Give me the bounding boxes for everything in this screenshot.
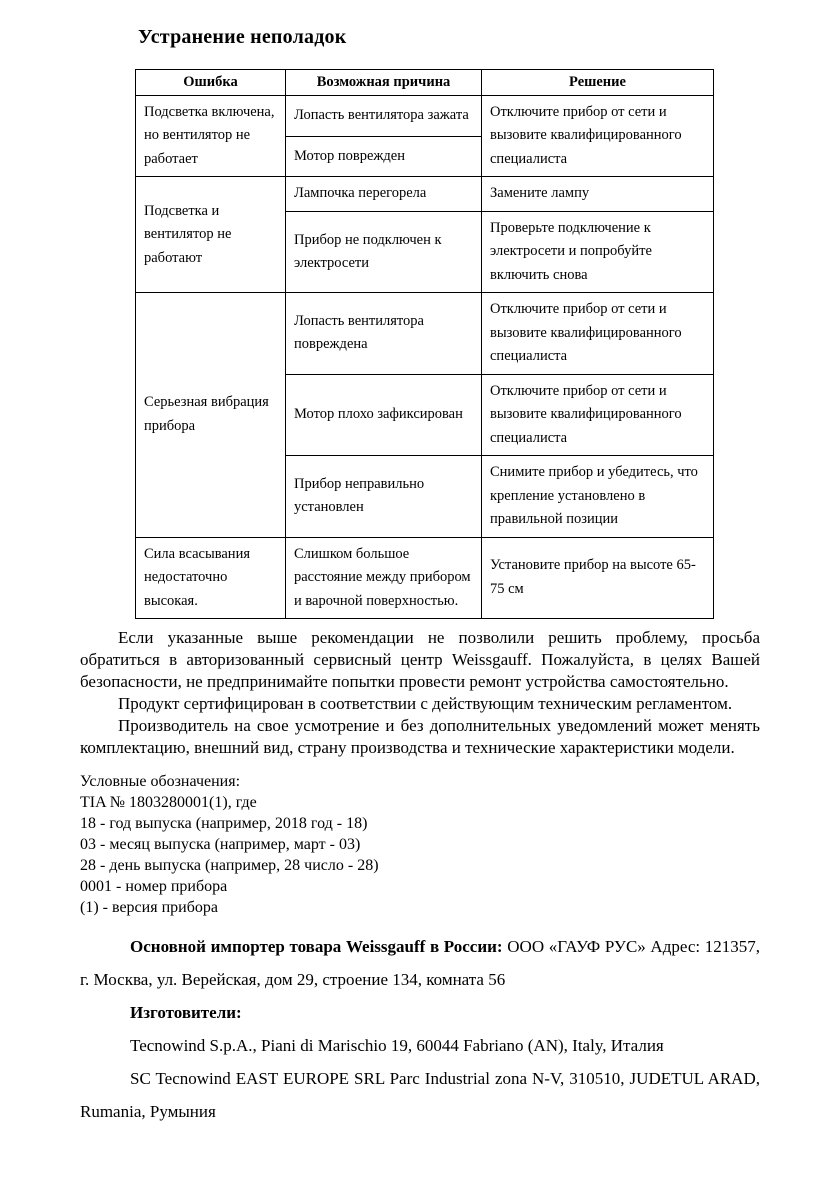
importer-paragraph <box>80 930 760 996</box>
cause-cell: Слишком большое расстояние между прибором и варочной поверхностью. <box>286 537 482 618</box>
cause-cell: Лопасть вентилятора повреждена <box>286 293 482 374</box>
legend-line-year: 18 - год выпуска (например, 2018 год - 18) <box>80 815 368 833</box>
table-row <box>136 537 714 618</box>
header-cause: Возможная причина <box>286 70 482 96</box>
cause-cell: Лампочка перегорела <box>286 177 482 211</box>
cause-cell: Прибор не подключен к электросети <box>286 211 482 292</box>
paragraph-manufacturer-rights: Производитель на свое усмотрение и без дополнительных уведомлений может менять комплектацию, внешний вид, страну производства и технические характеристики модели. <box>80 716 760 758</box>
manufacturers-heading: Изготовители: <box>130 1003 242 1023</box>
solution-cell: Отключите прибор от сети и вызовите квалифицированного специалиста <box>482 293 714 374</box>
error-cell: Подсветка включена, но вентилятор не работает <box>136 95 286 176</box>
manufacturer-italy: Tecnowind S.p.A., Piani di Marischio 19, 60044 Fabriano (AN), Italy, Италия <box>130 1036 664 1056</box>
solution-cell: Отключите прибор от сети и вызовите квалифицированного специалиста <box>482 374 714 455</box>
page-title: Устранение неполадок <box>138 26 347 48</box>
legend-title: Условные обозначения: <box>80 773 241 791</box>
cause-cell: Мотор поврежден <box>286 136 482 177</box>
table-header-row <box>136 70 714 96</box>
error-cell: Серьезная вибрация прибора <box>136 293 286 537</box>
importer-label: Основной импортер товара Weissgauff в России: <box>130 937 503 957</box>
cause-cell: Лопасть вентилятора зажата <box>286 95 482 136</box>
solution-cell: Проверьте подключение к электросети и попробуйте включить снова <box>482 211 714 292</box>
cause-cell: Мотор плохо зафиксирован <box>286 374 482 455</box>
error-cell: Подсветка и вентилятор не работают <box>136 177 286 293</box>
legend-line-number: 0001 - номер прибора <box>80 878 228 896</box>
importer-details: ООО «ГАУФ РУС» Адрес: 121357, г. Москва, ул. Верейская, дом 29, строение 134, комната 56 <box>80 937 760 990</box>
legend-line-version: (1) - версия прибора <box>80 899 218 917</box>
distribution-info <box>80 930 760 1128</box>
table-row <box>136 95 714 136</box>
body-paragraphs <box>80 627 760 759</box>
paragraph-service-center: Если указанные выше рекомендации не позволили решить проблему, просьба обратиться в авторизованный сервисный центр Weissgauff. Пожалуйста, в целях Вашей безопасности, не предпринимайте попытки провести ремонт устройства самостоятельно. <box>80 628 760 692</box>
solution-cell: Отключите прибор от сети и вызовите квалифицированного специалиста <box>482 95 714 176</box>
paragraph-certification: Продукт сертифицирован в соответствии с действующим техническим регламентом. <box>118 694 733 714</box>
header-error: Ошибка <box>136 70 286 96</box>
troubleshooting-table <box>135 69 714 619</box>
solution-cell: Установите прибор на высоте 65-75 см <box>482 537 714 618</box>
header-solution: Решение <box>482 70 714 96</box>
manufacturer-romania: SC Tecnowind EAST EUROPE SRL Parc Industrial zona N-V, 310510, JUDETUL ARAD, Rumania, Румыния <box>80 1069 760 1122</box>
table-row <box>136 177 714 211</box>
solution-cell: Замените лампу <box>482 177 714 211</box>
legend-line-serial: TIA № 1803280001(1), где <box>80 794 257 812</box>
table-row <box>136 293 714 374</box>
cause-cell: Прибор неправильно установлен <box>286 456 482 537</box>
solution-cell: Снимите прибор и убедитесь, что крепление установлено в правильной позиции <box>482 456 714 537</box>
serial-number-legend <box>80 771 760 918</box>
legend-line-day: 28 - день выпуска (например, 28 число - 28) <box>80 857 379 875</box>
legend-line-month: 03 - месяц выпуска (например, март - 03) <box>80 836 361 854</box>
error-cell: Сила всасывания недостаточно высокая. <box>136 537 286 618</box>
